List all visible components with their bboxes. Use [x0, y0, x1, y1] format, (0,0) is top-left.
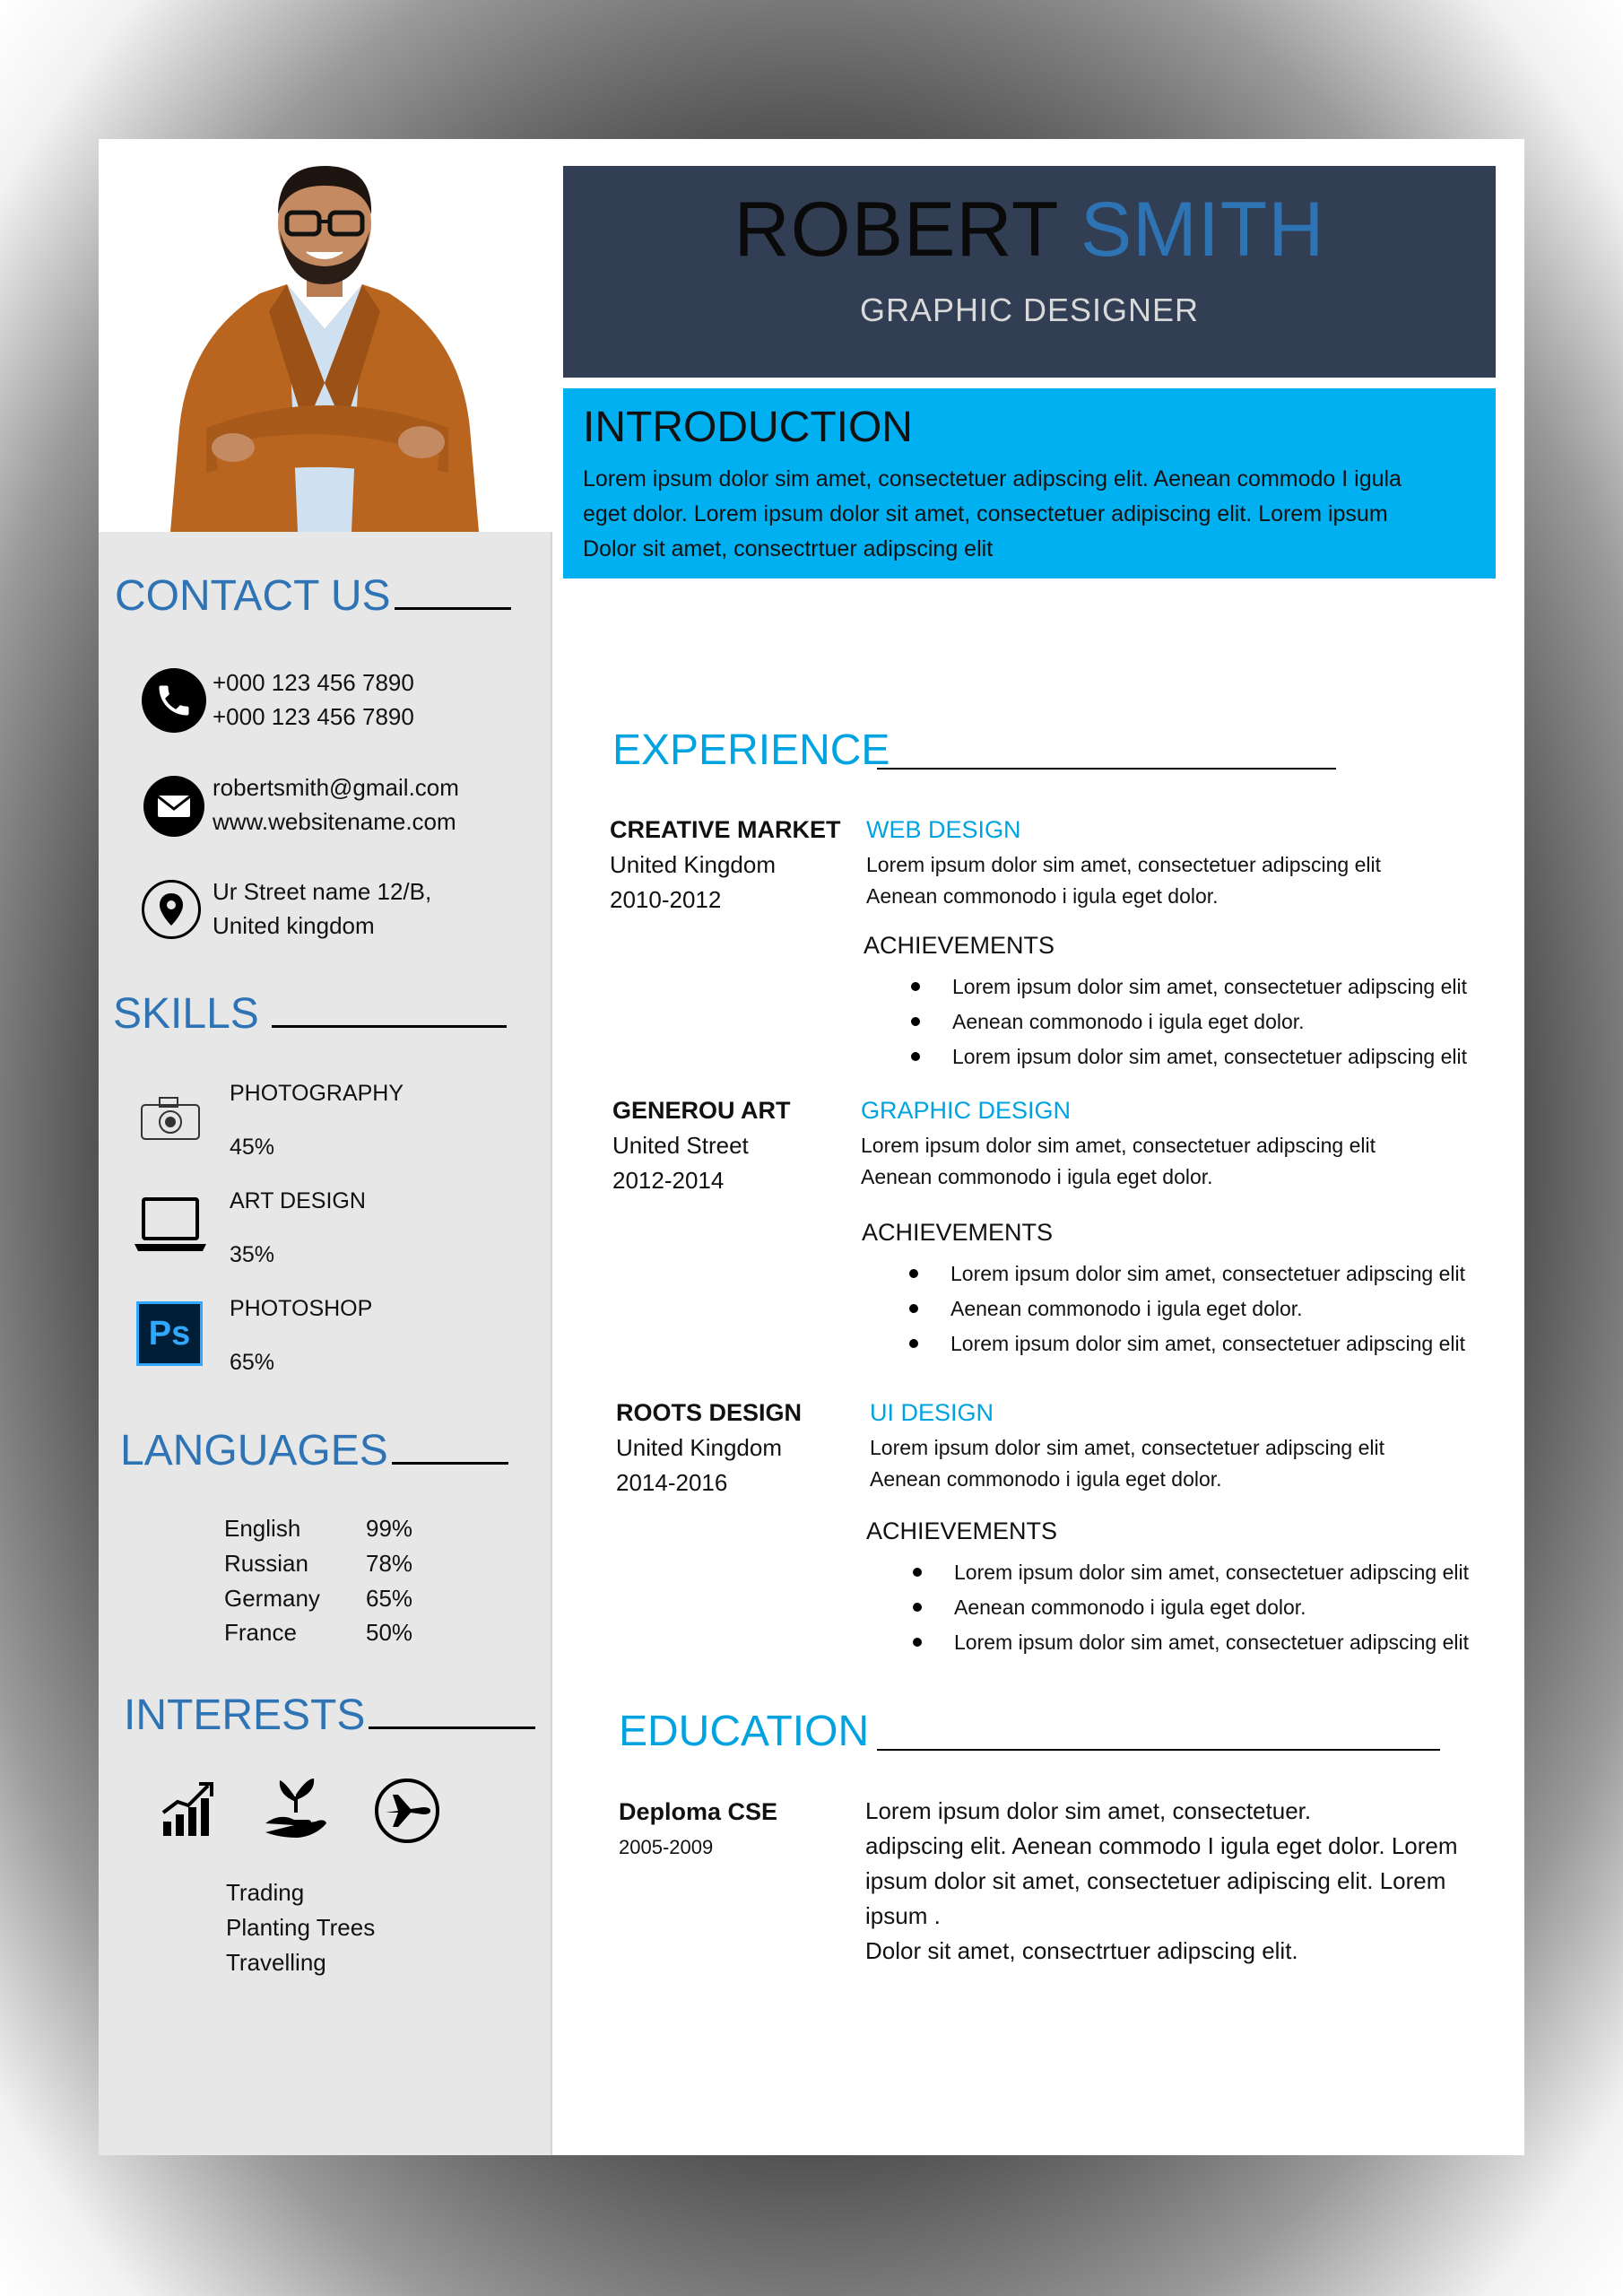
achievements-list — [911, 970, 1467, 1074]
heading-rule — [392, 1461, 508, 1465]
job-role: WEB DESIGN — [866, 816, 1021, 843]
company-details — [610, 848, 776, 918]
address — [213, 874, 431, 943]
interest-item: Planting Trees — [226, 1914, 376, 1941]
heading-rule — [877, 1748, 1440, 1751]
photoshop-icon: Ps — [136, 1301, 203, 1366]
email-website — [213, 770, 459, 839]
company-years: 2010-2012 — [610, 886, 722, 913]
contact-heading-text: CONTACT US — [115, 572, 391, 620]
laptop-icon — [131, 1196, 210, 1255]
chart-icon — [158, 1780, 222, 1839]
achievement-item: Aenean commonodo i igula eget dolor. — [913, 1590, 1469, 1625]
skills-heading — [113, 989, 507, 1039]
phone-number-2[interactable]: +000 123 456 7890 — [213, 703, 414, 730]
experience-heading: EXPERIENCE — [612, 726, 890, 774]
edu-line: ipsum dolor sit amet, consectetuer adipiscing elit. Lorem — [865, 1867, 1446, 1894]
education-heading: EDUCATION — [619, 1708, 870, 1755]
phone-numbers — [213, 665, 414, 734]
company-name: GENEROU ART — [612, 1097, 791, 1124]
company-name: CREATIVE MARKET — [610, 816, 841, 843]
company-location: United Kingdom — [610, 851, 776, 878]
company-name: ROOTS DESIGN — [616, 1399, 803, 1426]
skill-percent: 65% — [230, 1350, 275, 1375]
heading-rule — [395, 606, 511, 610]
intro-line: eget dolor. Lorem ipsum dolor sit amet, consectetuer adipiscing elit. Lorem ipsum — [583, 501, 1388, 526]
intro-line: Lorem ipsum dolor sim amet, consectetuer adipscing elit. Aenean commodo I igula — [583, 466, 1402, 491]
skill-label: PHOTOGRAPHY — [230, 1081, 404, 1106]
education-degree: Deploma CSE — [619, 1798, 778, 1825]
achievement-item: Aenean commonodo i igula eget dolor. — [909, 1292, 1465, 1326]
company-details — [616, 1431, 782, 1500]
company-location: United Street — [612, 1132, 749, 1159]
heading-rule — [877, 767, 1336, 770]
plant-icon — [262, 1777, 330, 1841]
edu-line: ipsum . — [865, 1902, 941, 1929]
interest-item: Travelling — [226, 1949, 326, 1976]
language-name: France — [224, 1619, 297, 1646]
job-title: GRAPHIC DESIGNER — [859, 291, 1200, 328]
skills-heading-text: SKILLS — [113, 990, 259, 1038]
location-icon — [142, 880, 201, 939]
job-description — [861, 1130, 1376, 1193]
introduction-text — [583, 462, 1480, 567]
languages-heading — [120, 1426, 508, 1475]
languages-heading-text: LANGUAGES — [120, 1427, 388, 1474]
achievements-list — [909, 1257, 1465, 1361]
achievements-list — [913, 1555, 1469, 1660]
interest-item: Trading — [226, 1879, 305, 1906]
skill-percent: 45% — [230, 1135, 275, 1160]
profile-photo — [152, 159, 497, 532]
company-years: 2014-2016 — [616, 1469, 728, 1496]
job-description — [866, 849, 1381, 912]
language-percent: 99% — [366, 1515, 413, 1542]
education-years: 2005-2009 — [619, 1836, 714, 1858]
achievements-heading: ACHIEVEMENTS — [864, 932, 1055, 959]
company-location: United Kingdom — [616, 1434, 782, 1461]
introduction-box — [563, 388, 1496, 578]
language-percent: 50% — [366, 1619, 413, 1646]
achievement-item: Lorem ipsum dolor sim amet, consectetuer adipscing elit — [909, 1257, 1465, 1292]
education-description — [865, 1794, 1493, 1969]
language-name: Germany — [224, 1585, 320, 1612]
skill-label: PHOTOSHOP — [230, 1296, 373, 1321]
desc-line: Lorem ipsum dolor sim amet, consectetuer adipscing elit — [866, 853, 1381, 876]
website-link[interactable]: www.websitename.com — [213, 808, 456, 835]
phone-number-1[interactable]: +000 123 456 7890 — [213, 669, 414, 696]
achievement-item: Lorem ipsum dolor sim amet, consectetuer adipscing elit — [911, 1039, 1467, 1074]
airplane-icon — [368, 1777, 447, 1845]
email-address[interactable]: robertsmith@gmail.com — [213, 774, 459, 801]
intro-line: Dolor sit amet, consectrtuer adipscing elit — [583, 536, 994, 561]
desc-line: Lorem ipsum dolor sim amet, consectetuer adipscing elit — [870, 1436, 1384, 1459]
resume-page — [99, 139, 1524, 2155]
heading-rule — [272, 1024, 507, 1028]
achievement-item: Lorem ipsum dolor sim amet, consectetuer adipscing elit — [913, 1625, 1469, 1660]
introduction-heading: INTRODUCTION — [583, 404, 913, 451]
desc-line: Aenean commonodo i igula eget dolor. — [861, 1165, 1213, 1188]
job-description — [870, 1432, 1384, 1495]
name-header — [563, 166, 1496, 378]
language-percent: 65% — [366, 1585, 413, 1612]
skill-label: ART DESIGN — [230, 1188, 366, 1213]
address-line-1: Ur Street name 12/B, — [213, 878, 432, 905]
edu-line: Dolor sit amet, consectrtuer adipscing elit. — [865, 1937, 1298, 1964]
phone-icon — [142, 668, 206, 733]
achievement-item: Aenean commonodo i igula eget dolor. — [911, 1004, 1467, 1039]
contact-heading — [115, 571, 511, 621]
last-name: SMITH — [1080, 187, 1325, 273]
job-role: UI DESIGN — [870, 1399, 994, 1426]
heading-rule — [369, 1726, 535, 1729]
achievements-heading: ACHIEVEMENTS — [862, 1219, 1054, 1246]
job-role: GRAPHIC DESIGN — [861, 1097, 1072, 1124]
full-name — [563, 186, 1496, 274]
email-icon — [143, 776, 204, 837]
company-details — [612, 1128, 749, 1198]
skill-percent: 35% — [230, 1242, 275, 1267]
desc-line: Lorem ipsum dolor sim amet, consectetuer adipscing elit — [861, 1134, 1376, 1157]
company-years: 2012-2014 — [612, 1167, 725, 1194]
edu-line: Lorem ipsum dolor sim amet, consectetuer. — [865, 1797, 1312, 1824]
edu-line: adipscing elit. Aenean commodo I igula eget dolor. Lorem — [865, 1832, 1458, 1859]
desc-line: Aenean commonodo i igula eget dolor. — [866, 884, 1219, 908]
achievements-heading: ACHIEVEMENTS — [866, 1518, 1058, 1544]
language-name: English — [224, 1515, 301, 1542]
language-percent: 78% — [366, 1550, 413, 1577]
desc-line: Aenean commonodo i igula eget dolor. — [870, 1467, 1222, 1491]
first-name: ROBERT — [733, 187, 1058, 273]
interests-heading-text: INTERESTS — [124, 1692, 366, 1739]
address-line-2: United kingdom — [213, 912, 375, 939]
achievement-item: Lorem ipsum dolor sim amet, consectetuer adipscing elit — [911, 970, 1467, 1004]
interests-heading — [124, 1691, 535, 1740]
language-name: Russian — [224, 1550, 308, 1577]
camera-icon — [138, 1094, 203, 1143]
achievement-item: Lorem ipsum dolor sim amet, consectetuer adipscing elit — [913, 1555, 1469, 1590]
achievement-item: Lorem ipsum dolor sim amet, consectetuer adipscing elit — [909, 1326, 1465, 1361]
